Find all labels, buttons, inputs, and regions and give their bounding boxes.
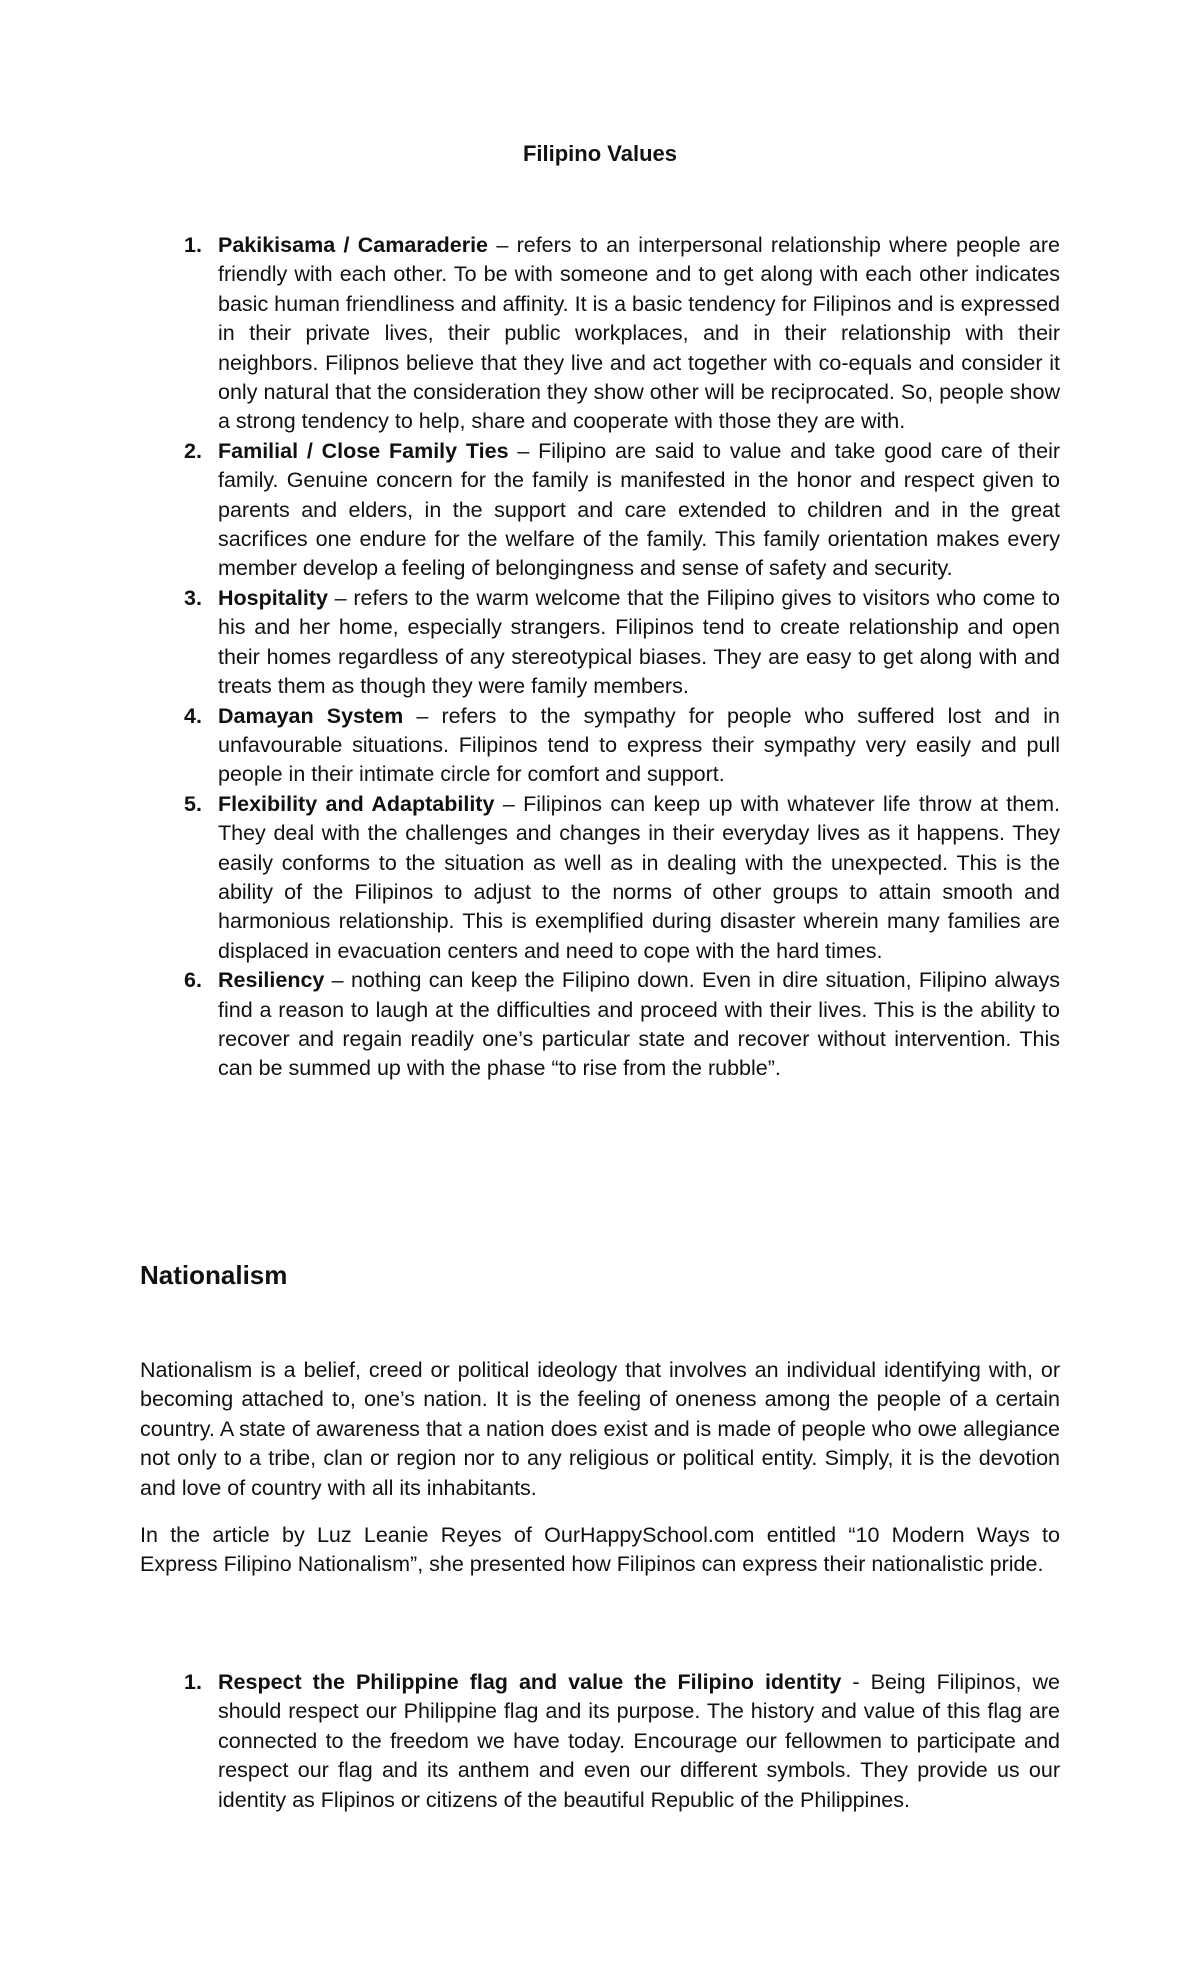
list-item-description: – refers to the warm welcome that the Filipino gives to visitors who come to his and her home, especially strangers. Filipinos tend to create relationship and open their homes regardless of any stereotypical biases. They are easy to get along with and treats them as though they were family members. xyxy=(218,585,1060,699)
list-item-term: Pakikisama / Camaraderie xyxy=(218,233,489,257)
list-item-description: – refers to the sympathy for people who suffered lost and in unfavourable situations. Filipinos tend to express their sympathy very easily and pull people in their intimate circle for comfort and support. xyxy=(218,703,1060,787)
list-item xyxy=(140,702,1060,790)
list-item-description: – Filipino are said to value and take good care of their family. Genuine concern for the family is manifested in the honor and respect given to parents and elders, in the support and care extended to children and in the great sacrifices one endure for the welfare of the family. This family orientation makes every member develop a feeling of belongingness and sense of safety and security. xyxy=(218,438,1061,581)
list-item xyxy=(140,231,1060,437)
list-item-number: 6. xyxy=(184,968,202,993)
list-item-number: 1. xyxy=(184,233,202,257)
nationalism-paragraph-1: Nationalism is a belief, creed or political ideology that involves an individual identifying with, or becoming attached to, one’s nation. It is the feeling of oneness among the people of a certain country. A state of awareness that a nation does exist and is made of people who owe allegiance not only to a tribe, clan or region nor to any religious or political entity. Simply, it is the devotion and love of country with all its inhabitants. xyxy=(140,1358,1060,1500)
list-item-description: – nothing can keep the Filipino down. Even in dire situation, Filipino always find a reason to laugh at the difficulties and proceed with their lives. This is the ability to recover and regain readily one’s particular state and recover without intervention. This can be summed up with the phase “to rise from the rubble”. xyxy=(218,968,1060,1081)
list-item-term: Resiliency xyxy=(218,968,325,993)
document-title: Filipino Values xyxy=(522,141,678,166)
list-item xyxy=(140,966,1060,1084)
list-item-number: 3. xyxy=(184,585,202,610)
list-item xyxy=(140,437,1060,584)
list-item-number: 5. xyxy=(184,791,202,816)
list-item xyxy=(140,1668,1060,1815)
list-item-description: – refers to an interpersonal relationship where people are friendly with each other. To be with someone and to get along with each other indicates basic human friendliness and affinity. It is a basic tendency for Filipinos and is expressed in their private lives, their public workplaces, and in their relationship with their neighbors. Filipnos believe that they live and act together with co-equals and consider it only natural that the consideration they show other will be reciprocated. So, people show a strong tendency to help, share and cooperate with those they are with. xyxy=(218,233,1060,434)
filipino-values-list xyxy=(140,231,1060,1084)
nationalism-paragraph-2: In the article by Luz Leanie Reyes of OurHappySchool.com entitled “10 Modern Ways to Express Filipino Nationalism”, she presented how Filipinos can express their nationalistic pride. xyxy=(140,1523,1060,1577)
list-item-number: 4. xyxy=(184,703,202,728)
list-item-description: – Filipinos can keep up with whatever life throw at them. They deal with the challenges and changes in their everyday lives as it happens. They easily conforms to the situation as well as in dealing with the unexpected. This is the ability of the Filipinos to adjust to the norms of other groups to attain smooth and harmonious relationship. This is exemplified during disaster wherein many families are displaced in evacuation centers and need to cope with the hard times. xyxy=(218,791,1060,963)
list-item-term: Flexibility and Adaptability xyxy=(218,791,495,816)
nationalism-heading: Nationalism xyxy=(140,1260,288,1290)
nationalism-ways-list xyxy=(140,1668,1060,1815)
list-item xyxy=(140,584,1060,702)
list-item-term: Hospitality xyxy=(218,585,328,610)
list-item xyxy=(140,790,1060,966)
list-item-term: Familial / Close Family Ties xyxy=(218,438,509,463)
list-item-number: 2. xyxy=(184,438,202,463)
list-item-term: Respect the Philippine flag and value the Filipino identity xyxy=(218,1670,842,1694)
list-item-description: - Being Filipinos, we should respect our Philippine flag and its purpose. The history and value of this flag are connected to the freedom we have today. Encourage our fellowmen to participate and respect our flag and its anthem and even our different symbols. They provide us our identity as Flipinos or citizens of the beautiful Republic of the Philippines. xyxy=(218,1670,1060,1812)
list-item-number: 1. xyxy=(184,1670,202,1694)
list-item-term: Damayan System xyxy=(218,703,404,728)
